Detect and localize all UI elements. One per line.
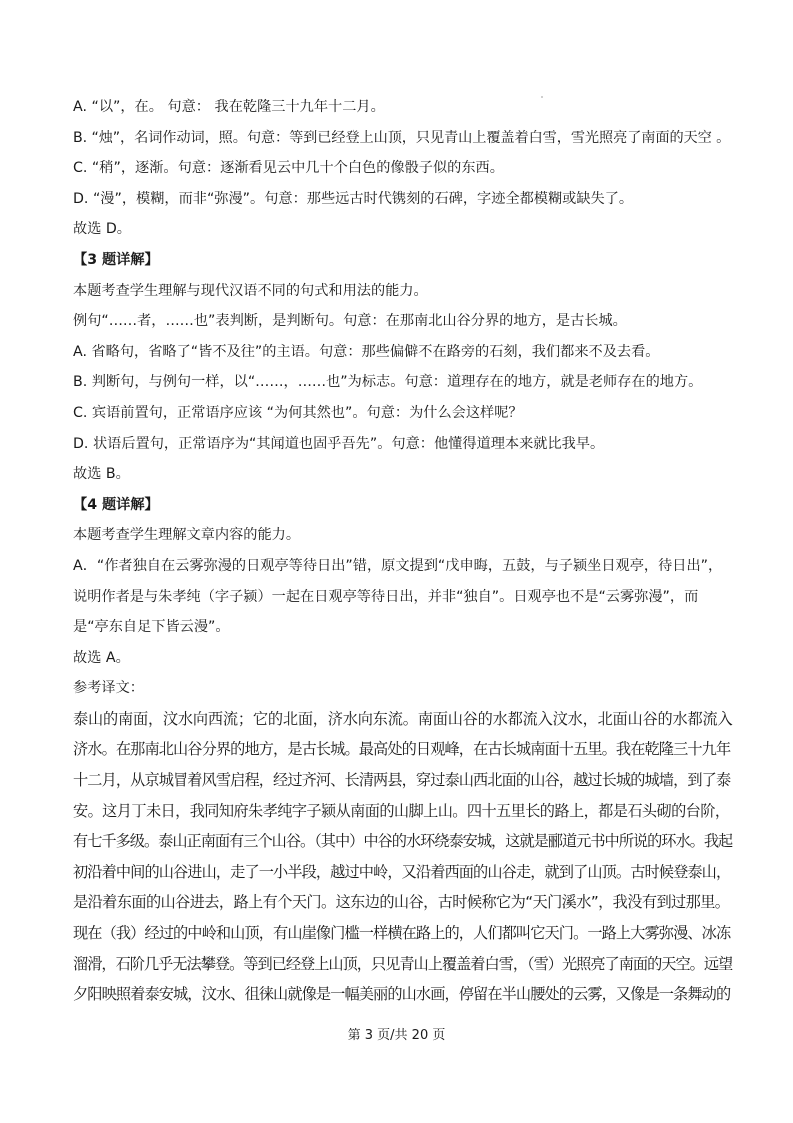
section-heading-q4: 【4 题详解】 [73,496,159,513]
q3-option-a: A. 省略句，省略了“皆不及往”的主语。句意：那些偏僻不在路旁的石刻，我们都来不及去看。 [73,343,660,360]
section-heading-q3: 【3 题详解】 [73,251,159,268]
q3-option-d: D. 状语后置句，正常语序为“其闻道也固乎吾先”。句意：他懂得道理本来就比我早。 [73,435,605,452]
translation-line-1: 泰山的南面，汶水向西流；它的北面，济水向东流。南面山谷的水都流入汶水，北面山谷的水都流入 [73,709,733,728]
translation-line-10: 夕阳映照着泰安城，汶水、徂徕山就像是一幅美丽的山水画，停留在半山腰处的云雾，又像是一条舞动的 [73,985,731,1004]
q3-intro: 本题考查学生理解与现代汉语不同的句式和用法的能力。 [73,282,428,299]
q3-option-c: C. 宾语前置句，正常语序应该 “为何其然也”。句意：为什么会这样呢？ [73,404,523,421]
translation-line-4: 安。这月丁未日，我同知府朱孝纯字子颍从南面的山脚上山。四十五里长的路上，都是石头砌的台阶， [73,801,730,820]
answer-choice-2: 故选 D。 [73,221,131,238]
q3-option-b: B. 判断句，与例句一样，以“……，……也”为标志。句意：道理存在的地方，就是老师存在的地方。 [73,374,703,391]
q4-intro: 本题考查学生理解文章内容的能力。 [73,527,301,544]
answer-line-d: D. “漫”，模糊，而非“弥漫”。句意：那些远古时代镌刻的石碑，字迹全都模糊或缺失了。 [73,190,634,207]
translation-heading: 参考译文： [73,680,144,697]
page-content [73,92,733,1010]
q4-option-a-line1: A．“作者独自在云雾弥漫的日观亭等待日出”错，原文提到“戊申晦，五鼓，与子颍坐日观亭，待日出”， [73,557,723,574]
q4-option-a-line3: 是“亭东自足下皆云漫”。 [73,619,230,636]
translation-line-6: 初沿着中间的山谷进山，走了一小半段，越过中岭，又沿着西面的山谷走，就到了山顶。古时候登泰山， [73,862,731,881]
page-number-footer: 第 3 页/共 20 页 [347,1028,446,1043]
q4-option-a-line2: 说明作者是与朱孝纯（字子颍）一起在日观亭等待日出，并非“独自”。日观亭也不是“云雾弥漫”，而 [73,588,699,605]
q4-answer: 故选 A。 [73,649,130,666]
q3-example: 例句“……者，……也”表判断，是判断句。句意：在那南北山谷分界的地方，是古长城。 [73,313,627,330]
translation-line-7: 是沿着东面的山谷进去，路上有个天门。这东边的山谷，古时候称它为“天门溪水”，我没有到过那里。 [73,893,730,912]
translation-line-8: 现在（我）经过的中岭和山顶，有山崖像门槛一样横在路上的，人们都叫它天门。一路上大雾弥漫、冰冻 [73,924,731,943]
answer-line-a: A. “以”，在。 句意： 我在乾隆三十九年十二月。 [73,99,385,115]
translation-line-5: 有七千多级。泰山正南面有三个山谷。（其中）中谷的水环绕泰安城，这就是郦道元书中所说的环水。我起 [73,832,733,851]
translation-line-9: 溜滑，石阶几乎无法攀登。等到已经登上山顶，只见青山上覆盖着白雪，（雪）光照亮了南面的天空。远望 [73,954,733,973]
translation-line-3: 十二月，从京城冒着风雪启程，经过齐河、长清两县，穿过泰山西北面的山谷，越过长城的城墙，到了泰 [73,771,731,790]
answer-line-b: B. “烛”，名词作动词，照。句意：等到已经登上山顶，只见青山上覆盖着白雪，雪光照亮了南面的天空 。 [73,129,731,146]
q3-answer: 故选 B。 [73,466,130,483]
answer-line-c: C. “稍”，逐渐。句意：逐渐看见云中几十个白色的像骰子似的东西。 [73,160,504,177]
translation-line-2: 济水。在那南北山谷分界的地方，是古长城。最高处的日观峰，在古长城南面十五里。我在乾隆三十九年 [73,740,731,759]
